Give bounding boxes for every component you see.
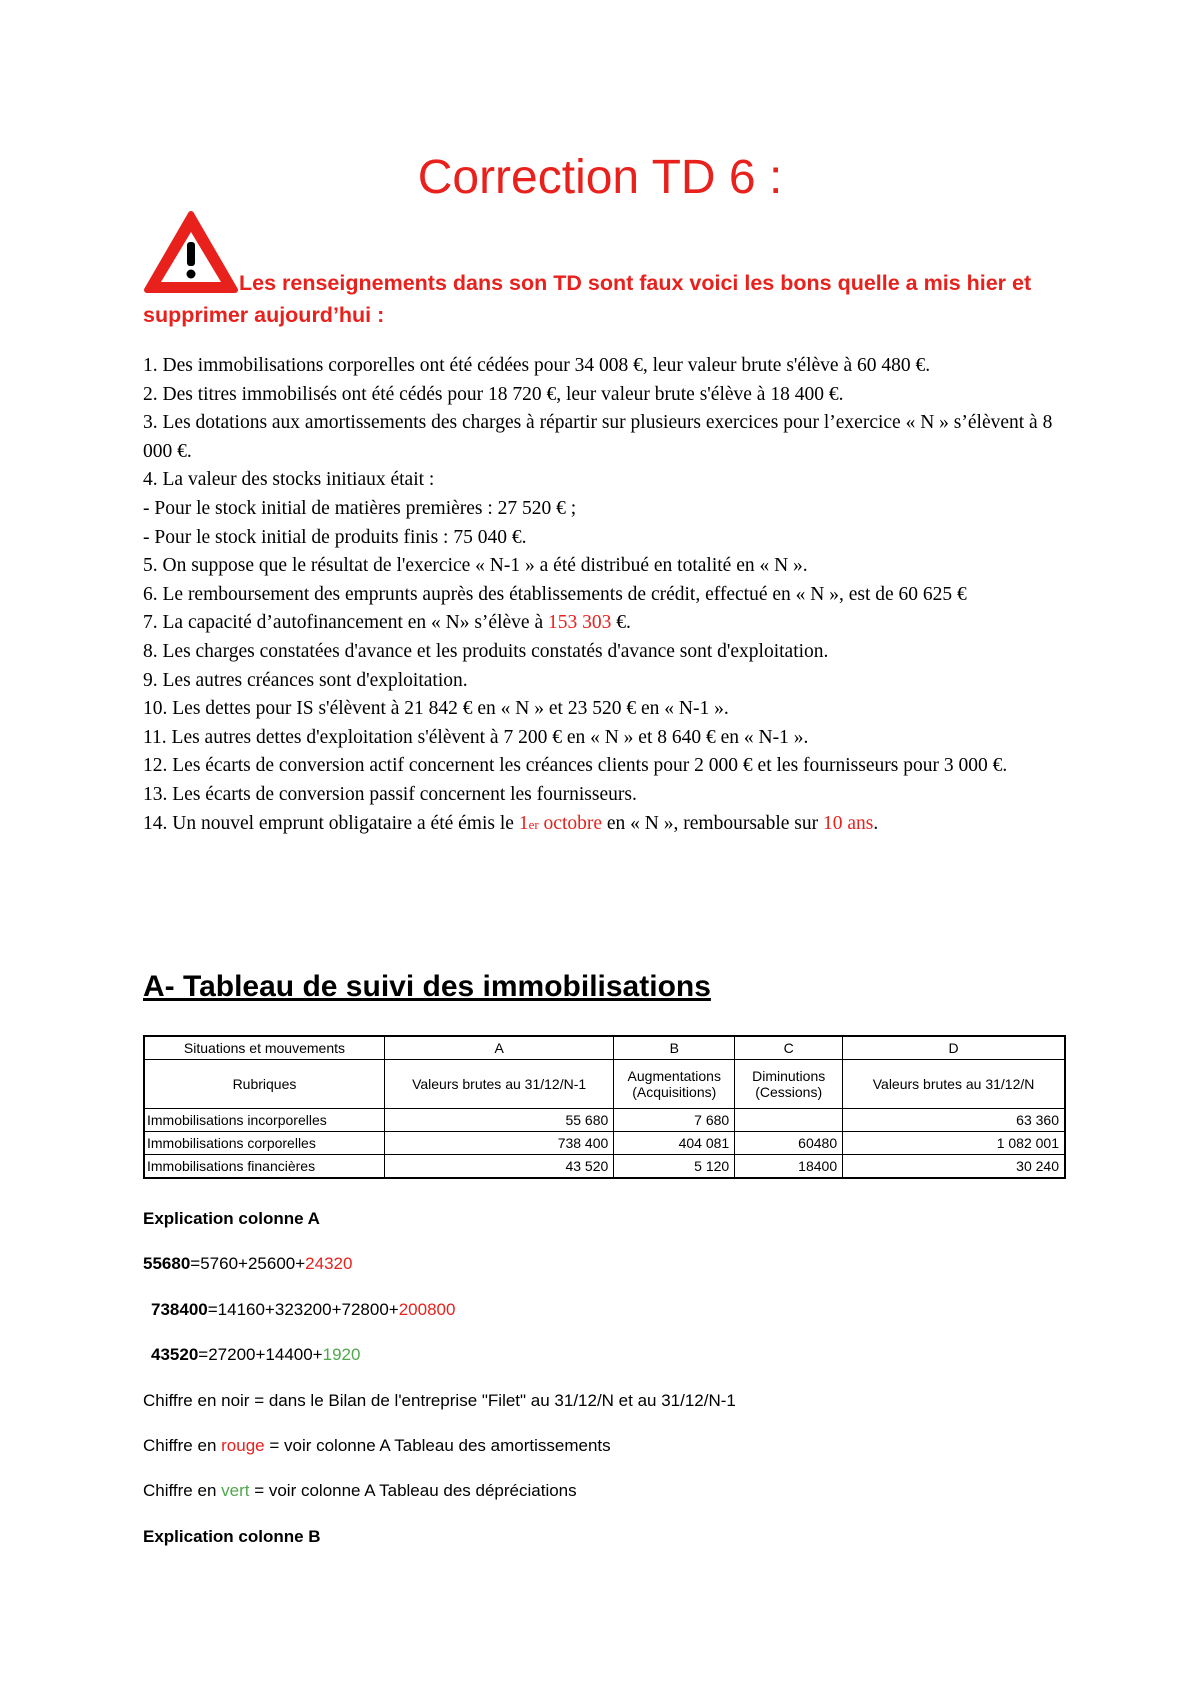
warning-triangle-icon bbox=[143, 210, 239, 294]
table-cell: 55 680 bbox=[384, 1109, 613, 1132]
statement-4a: - Pour le stock initial de matières premières : 27 520 € ; bbox=[143, 497, 577, 519]
date-month: octobre bbox=[538, 812, 603, 834]
row-label: Immobilisations incorporelles bbox=[144, 1109, 384, 1132]
date-day: 1 bbox=[518, 812, 529, 834]
page-title: Correction TD 6 : bbox=[417, 151, 783, 204]
table-header-row bbox=[144, 1036, 1065, 1060]
table-cell bbox=[735, 1109, 843, 1132]
statement-5: 5. On suppose que le résultat de l'exercice « N-1 » a été distribué en totalité en « N ». bbox=[143, 555, 808, 577]
header-cell: C bbox=[735, 1036, 843, 1060]
table-row bbox=[144, 1132, 1065, 1155]
formula-total: 55680 bbox=[143, 1254, 191, 1274]
table-cell: 404 081 bbox=[614, 1132, 735, 1155]
statement-14-duration: 10 ans bbox=[822, 812, 874, 834]
statement-list bbox=[143, 352, 1068, 839]
legend-text: = voir colonne A Tableau des dépréciations bbox=[249, 1481, 577, 1501]
header-cell: D bbox=[843, 1036, 1065, 1060]
legend-text: Chiffre en bbox=[143, 1435, 222, 1455]
formula-green-term: 1920 bbox=[322, 1345, 361, 1365]
statement-7 bbox=[143, 609, 1068, 638]
statement-2: 2. Des titres immobilisés ont été cédés pour 18 720 €, leur valeur brute s'élève à 18 400 €. bbox=[143, 383, 844, 405]
explanation-b-title: Explication colonne B bbox=[143, 1526, 321, 1546]
header-cell bbox=[735, 1060, 843, 1109]
table-cell: 60480 bbox=[735, 1132, 843, 1155]
header-cell: Rubriques bbox=[144, 1060, 384, 1109]
table-cell: 30 240 bbox=[843, 1155, 1065, 1179]
formula-terms: =5760+25600+ bbox=[190, 1254, 306, 1274]
statement-6: 6. Le remboursement des emprunts auprès des établissements de crédit, effectué en « N », est de 60 625 € bbox=[143, 583, 967, 605]
formula-red-term: 200800 bbox=[398, 1299, 456, 1319]
table-cell: 1 082 001 bbox=[843, 1132, 1065, 1155]
statement-14 bbox=[143, 810, 1068, 840]
table-cell: 43 520 bbox=[384, 1155, 613, 1179]
explanation-section bbox=[143, 1208, 1073, 1571]
header-line: Diminutions bbox=[752, 1068, 826, 1084]
header-line: (Cessions) bbox=[755, 1084, 823, 1100]
legend-text: Chiffre en bbox=[143, 1481, 222, 1501]
statement-8: 8. Les charges constatées d'avance et les produits constatés d'avance sont d'exploitation. bbox=[143, 640, 829, 662]
section-a-title: A- Tableau de suivi des immobilisations bbox=[143, 970, 711, 1003]
legend-red bbox=[143, 1435, 1073, 1480]
statement-14-end: . bbox=[873, 812, 879, 834]
formula-line bbox=[143, 1253, 1073, 1298]
formula-total: 738400 bbox=[151, 1299, 208, 1319]
statement-13: 13. Les écarts de conversion passif concernent les fournisseurs. bbox=[143, 783, 637, 805]
legend-color-word: vert bbox=[221, 1481, 250, 1501]
row-label: Immobilisations corporelles bbox=[144, 1132, 384, 1155]
header-cell: B bbox=[614, 1036, 735, 1060]
statement-10: 10. Les dettes pour IS s'élèvent à 21 842 € en « N » et 23 520 € en « N-1 ». bbox=[143, 698, 729, 720]
row-label: Immobilisations financières bbox=[144, 1155, 384, 1179]
statement-4b: - Pour le stock initial de produits finis : 75 040 €. bbox=[143, 526, 527, 548]
statement-7-end: €. bbox=[611, 612, 631, 634]
formula-line bbox=[143, 1299, 1073, 1344]
table-row bbox=[144, 1155, 1065, 1179]
formula-total: 43520 bbox=[151, 1345, 199, 1365]
formula-terms: =14160+323200+72800+ bbox=[207, 1299, 399, 1319]
statement-11: 11. Les autres dettes d'exploitation s'élèvent à 7 200 € en « N » et 8 640 € en « N-1 ». bbox=[143, 726, 809, 748]
statement-4: 4. La valeur des stocks initiaux était : bbox=[143, 469, 435, 491]
formula-red-term: 24320 bbox=[305, 1254, 353, 1274]
table-cell: 5 120 bbox=[614, 1155, 735, 1179]
statement-3: 3. Les dotations aux amortissements des charges à répartir sur plusieurs exercices pour l’exercice « N » s’élèvent à 8 000 €. bbox=[143, 412, 1053, 462]
formula-line bbox=[143, 1344, 1073, 1389]
statement-1: 1. Des immobilisations corporelles ont été cédées pour 34 008 €, leur valeur brute s'élève à 60 480 €. bbox=[143, 355, 931, 376]
header-cell: Valeurs brutes au 31/12/N bbox=[843, 1060, 1065, 1109]
legend-color-word: rouge bbox=[221, 1435, 265, 1455]
header-line: Augmentations bbox=[627, 1068, 721, 1084]
warning-notice bbox=[143, 210, 1073, 331]
statement-9: 9. Les autres créances sont d'exploitation. bbox=[143, 669, 468, 691]
header-cell: Valeurs brutes au 31/12/N-1 bbox=[384, 1060, 613, 1109]
date-ordinal: er bbox=[528, 816, 539, 832]
table-row bbox=[144, 1109, 1065, 1132]
statement-7-text: 7. La capacité d’autofinancement en « N» s’élève à bbox=[143, 612, 548, 634]
table-cell: 18400 bbox=[735, 1155, 843, 1179]
statement-7-value: 153 303 bbox=[547, 612, 612, 634]
legend-text: = voir colonne A Tableau des amortissements bbox=[264, 1435, 611, 1455]
legend-green bbox=[143, 1480, 1073, 1525]
formula-terms: =27200+14400+ bbox=[198, 1345, 323, 1365]
table-cell: 738 400 bbox=[384, 1132, 613, 1155]
warning-text: Les renseignements dans son TD sont faux voici les bons quelle a mis hier et supprimer aujourd’hui : bbox=[143, 271, 1032, 327]
table-cell: 63 360 bbox=[843, 1109, 1065, 1132]
statement-14-date bbox=[519, 813, 602, 834]
header-cell: A bbox=[384, 1036, 613, 1060]
legend-black: Chiffre en noir = dans le Bilan de l'entreprise "Filet" au 31/12/N et au 31/12/N-1 bbox=[143, 1390, 736, 1410]
header-line: (Acquisitions) bbox=[632, 1084, 717, 1100]
statement-14-text: 14. Un nouvel emprunt obligataire a été émis le bbox=[143, 812, 519, 834]
table-cell: 7 680 bbox=[614, 1109, 735, 1132]
statement-14-mid: en « N », remboursable sur bbox=[602, 812, 823, 834]
header-cell: Situations et mouvements bbox=[144, 1036, 384, 1060]
explanation-a-title: Explication colonne A bbox=[143, 1209, 320, 1228]
header-cell bbox=[614, 1060, 735, 1109]
table-subheader-row bbox=[144, 1060, 1065, 1109]
statement-12: 12. Les écarts de conversion actif concernent les créances clients pour 2 000 € et les fournisseurs pour 3 000 €. bbox=[143, 755, 1008, 777]
fixed-assets-table bbox=[143, 1035, 1066, 1179]
